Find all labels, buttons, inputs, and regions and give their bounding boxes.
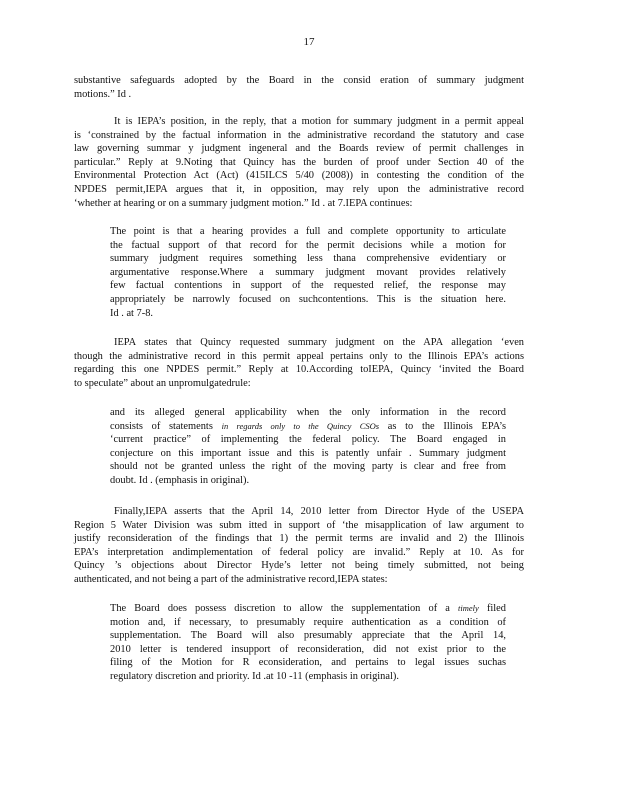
text-line: to speculate” about an unpromulgatedrule: (74, 377, 251, 389)
text-line: ‘whether at hearing or on a summary judgment motion.” Id . at 7.IEPA continues: (74, 197, 413, 209)
italic-text: in regards only to the Quincy CSOs (221, 420, 380, 431)
text-line: few factual contentions in support of the requested relief, the response may (110, 280, 506, 292)
text-line: filing of the Motion for R econsideration, and pertains to legal issues suchas (110, 657, 506, 669)
text-line: substantive safeguards adopted by the Board in the consid eration of summary judgment (74, 75, 524, 86)
text-line: 2010 letter is tendered insupport of reconsideration, did not exist prior to the (110, 643, 506, 655)
text-line: motion and, if necessary, to presumably require authentication as a condition of (110, 616, 506, 628)
italic-text: timely (458, 603, 479, 613)
text-line: conjecture on this important issue and this is patently unfair . Summary judgment (110, 447, 506, 459)
block-quote-hearing (110, 225, 506, 320)
text-line: regarding this one NPDES permit.” Reply at 10.According toIEPA, Quincy ‘invited the Board (74, 364, 524, 376)
text-line: doubt. Id . (emphasis in original). (110, 474, 250, 486)
paragraph-usepa-letter (74, 505, 524, 587)
text-line: motions.” Id . (74, 88, 132, 100)
text-line: and its alleged general applicability when the only information in the record (110, 407, 506, 418)
text-line: Region 5 Water Division was subm itted in support of ‘the misapplication of law argument to (74, 519, 524, 531)
text-line: should not be granted unless the right of the moving party is clear and free from (110, 461, 506, 473)
paragraph-apa-allegation (74, 336, 524, 390)
text-line: though the administrative record in this permit appeal pertains only to the Illinois EPA’s actions (74, 350, 524, 362)
paragraph-continuation (74, 74, 524, 101)
text-line: authenticated, and not being a part of the administrative record,IEPA states: (74, 573, 388, 585)
text-line: is ‘constrained by the factual information in the administrative recordand the statutory and case (74, 129, 524, 141)
text-line: appropriately be narrowly focused on suchcontentions. This is the situation here. (110, 293, 506, 305)
text-line: IEPA states that Quincy requested summary judgment on the APA allegation ‘even (114, 337, 524, 348)
text-line: Id . at 7-8. (110, 307, 153, 319)
block-quote-applicability (110, 406, 506, 488)
text-line: It is IEPA’s position, in the reply, that a motion for summary judgment in a permit appeal (114, 116, 524, 127)
text-line: the factual support of that record for the permit decisions while a motion for (110, 239, 506, 251)
text-line: consists of statements in regards only to the Quincy CSOs as to the Illinois EPA’s (110, 420, 506, 432)
text-line: particular.” Reply at 9.Noting that Quincy has the burden of proof under Section 40 of the (74, 156, 524, 168)
text-line: justify reconsideration of the findings that 1) the permit terms are invalid and 2) the Illinois (74, 533, 524, 545)
text-line: Finally,IEPA asserts that the April 14, 2010 letter from Director Hyde of the USEPA (114, 506, 524, 517)
text-line: law governing summar y judgment ingeneral and the Boards review of permit challenges in (74, 143, 524, 155)
text-line: Environmental Protection Act (Act) (415ILCS 5/40 (2008)) in contesting the condition of the (74, 170, 524, 182)
text-line: The point is that a hearing provides a full and complete opportunity to articulate (110, 226, 506, 237)
text-line: ‘current practice” of implementing the federal policy. The Board engaged in (110, 434, 506, 446)
text-line: supplementation. The Board will also presumably appreciate that the April 14, (110, 630, 506, 642)
text-line: The Board does possess discretion to allow the supplementation of a timely filed (110, 603, 506, 614)
text-line: argumentative response.Where a summary judgment movant provides relatively (110, 266, 506, 278)
text-line: NPDES permit,IEPA argues that it, in opposition, may rely upon the administrative record (74, 183, 524, 195)
text-line: Quincy ’s objections about Director Hyde’s letter not being timely submitted, not being (74, 560, 524, 572)
block-quote-supplementation (110, 602, 506, 684)
page-number: 17 (303, 36, 315, 48)
text-line: summary judgment requires something less thana comprehensive evidentiary or (110, 253, 506, 265)
paragraph-iepa-position (74, 115, 524, 210)
text-line: regulatory discretion and priority. Id .at 10 -11 (emphasis in original). (110, 670, 399, 682)
text-line: EPA’s interpretation andimplementation of federal policy are invalid.” Reply at 10. As for (74, 546, 524, 558)
